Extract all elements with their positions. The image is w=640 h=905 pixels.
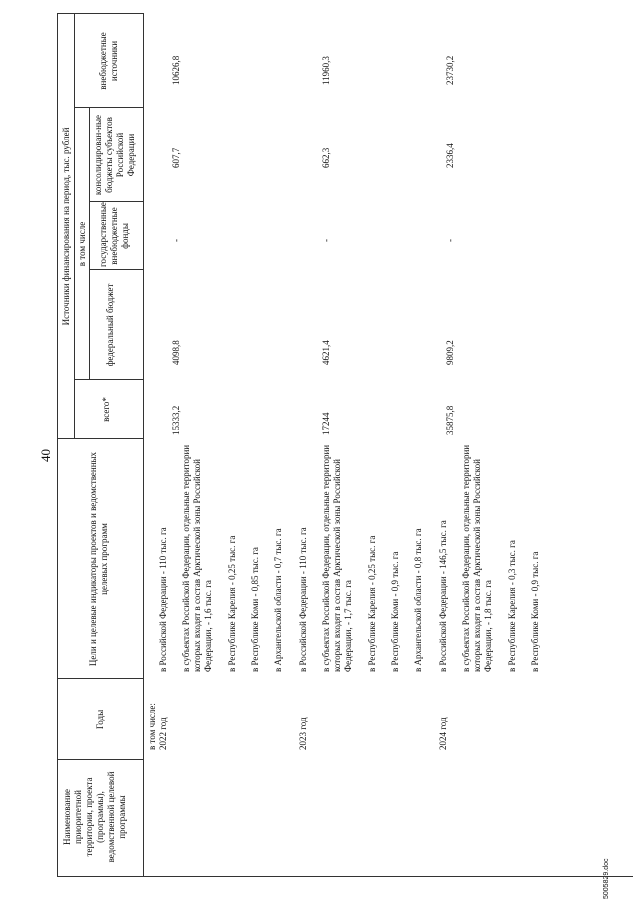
goal-item: в Республике Карелия - 0,25 тыс. га: [367, 535, 377, 672]
incl-sub-border: [89, 108, 90, 380]
header-consolidated: консолидирован-ные бюджеты субъектов Российской Федерации: [93, 114, 136, 196]
goal-item: в Республике Карелия - 0,3 тыс. га: [507, 540, 517, 672]
goal-item: в Архангельской области - 0,7 тыс. га: [273, 528, 283, 672]
header-years: Годы: [95, 709, 105, 730]
goal-item: в Российской Федерации - 146,5 тыс. га: [438, 520, 448, 672]
total-2023: 17244: [321, 412, 331, 435]
goal-item: в субъектах Российской Федерации, отдельные территории которых входят в состав Арктической зоны Российской Федерации, - 1,7 тыс. га: [321, 444, 353, 672]
goal-item: в Архангельской области - 0,8 тыс. га: [413, 528, 423, 672]
header-extrabudget: внебюджетные источники: [98, 32, 119, 90]
federal-2023: 4621,4: [321, 340, 331, 365]
header-incl: в том числе: [77, 221, 87, 267]
footer-code: 5005829.doc: [603, 858, 610, 899]
header-goals: Цели и целевые индикаторы проектов и ведомственных целевых программ: [88, 451, 109, 667]
sources-sub-border: [74, 14, 75, 439]
col-sep-5: [89, 269, 143, 270]
table-left-border: [57, 876, 633, 877]
header-sources: Источники финансирования на период, тыс. рублей: [61, 127, 71, 326]
consolidated-2022: 607,7: [171, 147, 181, 168]
goal-item: в Республике Коми - 0,9 тыс. га: [390, 551, 400, 672]
goal-item: в Российской Федерации - 110 тыс. га: [158, 527, 168, 672]
funds-2024: -: [445, 239, 455, 242]
consolidated-2023: 662,3: [321, 147, 331, 168]
extra-2022: 10626,8: [171, 55, 181, 85]
goal-item: в Республике Коми - 0,85 тыс. га: [250, 547, 260, 672]
year-2022: 2022 год: [158, 717, 168, 750]
year-2023: 2023 год: [298, 717, 308, 750]
extra-2024: 23730,2: [445, 55, 455, 85]
table-bottom-border: [143, 13, 144, 877]
header-funds: государственные внебюджетные фонды: [98, 202, 130, 267]
goal-item: в субъектах Российской Федерации, отдельные территории которых входят в состав Арктической зоны Российской Федерации, - 1,8 тыс. га: [461, 444, 493, 672]
funds-2022: -: [171, 239, 181, 242]
page-number: 40: [38, 449, 53, 462]
intro-label: в том числе:: [147, 703, 157, 750]
extra-2023: 11960,3: [321, 56, 331, 85]
goal-item: в Российской Федерации - 110 тыс. га: [298, 527, 308, 672]
goal-item: в Республике Коми - 0,9 тыс. га: [530, 551, 540, 672]
funds-2023: -: [321, 239, 331, 242]
federal-2022: 4098,8: [171, 340, 181, 365]
goal-item: в субъектах Российской Федерации, отдельные территории которых входят в состав Арктической зоны Российской Федерации, - 1,6 тыс. га: [181, 444, 213, 672]
header-total: всего*: [101, 397, 111, 422]
header-federal: федеральный бюджет: [105, 283, 115, 367]
federal-2024: 9809,2: [445, 340, 455, 365]
total-2024: 35875,8: [445, 405, 455, 435]
total-2022: 15333,2: [171, 405, 181, 435]
header-name: Наименование приоритетной территории, проекта (программы), ведомственной целевой программы: [62, 771, 127, 863]
goal-item: в Республике Карелия - 0,25 тыс. га: [227, 535, 237, 672]
consolidated-2024: 2336,4: [445, 143, 455, 168]
table-top-border: [57, 13, 58, 877]
year-2024: 2024 год: [438, 717, 448, 750]
